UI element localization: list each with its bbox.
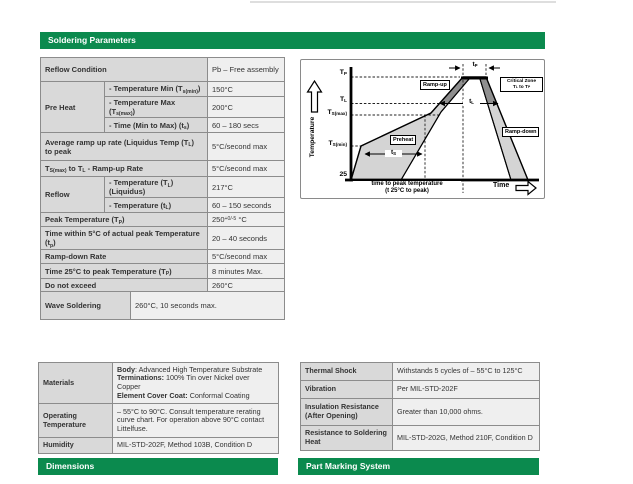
row-label: - Temperature $(t_L)$ xyxy=(105,198,208,213)
row-value: – 55°C to 90°C. Consult temperature rerating curve chart. For operation above 90°C contact Littelfuse. xyxy=(113,404,279,438)
row-label: Operating Temperature xyxy=(39,404,113,438)
row-label: Peak Temperature $(T_P)$ xyxy=(41,213,208,227)
row-label: Reflow Condition xyxy=(41,58,208,82)
section-title: Dimensions xyxy=(46,461,95,471)
table-row xyxy=(41,133,285,161)
group-label: Reflow xyxy=(41,177,105,213)
row-label: Thermal Shock xyxy=(301,363,393,381)
row-value: 217°C xyxy=(208,177,285,198)
table-row xyxy=(41,292,285,320)
tick-tsmax: $T_{S(max)}$ xyxy=(327,109,347,117)
page-top-rule xyxy=(250,1,556,3)
tick-tl: $T_L$ xyxy=(340,96,347,104)
section-header-part-marking-system xyxy=(298,458,539,475)
section-header-dimensions xyxy=(38,458,278,475)
table-row xyxy=(41,177,285,198)
duration-ts: $t_S$ xyxy=(385,150,402,157)
row-value: 8 minutes Max. xyxy=(208,264,285,279)
tick-origin: 25 xyxy=(339,171,347,178)
row-value: 200°C xyxy=(208,97,285,118)
wave-soldering-table xyxy=(40,291,285,320)
soldering-parameters-table xyxy=(40,57,285,293)
table-row xyxy=(39,363,279,404)
section-header-soldering-parameters xyxy=(40,32,545,49)
environmental-table xyxy=(300,362,540,451)
row-value: Greater than 10,000 ohms. xyxy=(393,399,540,426)
row-label: Humidity xyxy=(39,438,113,454)
tick-tp: $T_P$ xyxy=(339,69,347,77)
row-label: Ramp-down Rate xyxy=(41,250,208,264)
table-row xyxy=(301,426,540,451)
duration-tp: $t_P$ xyxy=(472,61,478,69)
time-axis-arrow-icon xyxy=(516,182,536,195)
row-value: 5°C/second max xyxy=(208,250,285,264)
row-value: Body: Advanced High Temperature Substrate Terminations: 100% Tin over Nickel over Copper Element Cover Coat: Conformal Coating xyxy=(113,363,279,404)
tick-tsmin: $T_{S(min)}$ xyxy=(328,140,347,148)
row-label: Do not exceed xyxy=(41,279,208,293)
row-label: Materials xyxy=(39,363,113,404)
row-value: 260°C, 10 seconds max. xyxy=(131,292,285,320)
row-value: 5°C/second max xyxy=(208,161,285,177)
row-label: Time 25°C to peak Temperature $(T_P)$ xyxy=(41,264,208,279)
duration-tl: $t_L$ xyxy=(463,99,480,106)
row-value: 60 – 150 seconds xyxy=(208,198,285,213)
x-axis-label: Time xyxy=(493,182,510,189)
row-label: - Temperature Min $(T_{s(min)})$ xyxy=(105,82,208,97)
row-value: 20 – 40 seconds xyxy=(208,227,285,250)
group-label: Pre Heat xyxy=(41,82,105,133)
row-label: Wave Soldering xyxy=(41,292,131,320)
materials-table xyxy=(38,362,279,454)
row-label: $T_{S(max)}$ to $T_L$ - Ramp-up Rate xyxy=(41,161,208,177)
row-label: Average ramp up rate (Liquidus Temp $(T_L)$ to peak xyxy=(41,133,208,161)
table-row xyxy=(301,381,540,399)
table-row xyxy=(39,438,279,454)
y-axis-label: Temperature xyxy=(309,116,316,158)
row-value: 260°C xyxy=(208,279,285,293)
row-value: 150°C xyxy=(208,82,285,97)
row-label: Resistance to Soldering Heat xyxy=(301,426,393,451)
table-row xyxy=(41,250,285,264)
table-row xyxy=(301,363,540,381)
table-row xyxy=(41,213,285,227)
row-label: Time within 5°C of actual peak Temperature $(t_p)$ xyxy=(41,227,208,250)
row-label: - Temperature $(T_L)$ (Liquidus) xyxy=(105,177,208,198)
row-value: Withstands 5 cycles of – 55°C to 125°C xyxy=(393,363,540,381)
row-value: 60 – 180 secs xyxy=(208,118,285,133)
row-label: - Time (Min to Max) $(t_s)$ xyxy=(105,118,208,133)
zone-critical: Critical Zone $T_L$ to $T_P$ xyxy=(500,77,543,92)
table-row xyxy=(301,399,540,426)
table-row xyxy=(41,264,285,279)
zone-ramp-up: Ramp-up xyxy=(420,80,450,90)
table-row xyxy=(41,58,285,82)
row-label: Vibration xyxy=(301,381,393,399)
table-row xyxy=(39,404,279,438)
section-title: Soldering Parameters xyxy=(48,35,136,45)
table-row xyxy=(41,227,285,250)
table-row xyxy=(41,82,285,97)
row-value: 5°C/second max xyxy=(208,133,285,161)
row-value: Per MIL-STD-202F xyxy=(393,381,540,399)
row-value: $250^{+0/-5}$ °C xyxy=(208,213,285,227)
row-label: - Temperature Max $(T_{s(max)})$ xyxy=(105,97,208,118)
zone-preheat: Preheat xyxy=(390,135,416,145)
row-value: MIL-STD-202F, Method 103B, Condition D xyxy=(113,438,279,454)
row-value: Pb – Free assembly xyxy=(208,58,285,82)
time-to-peak-note: time to peak temperature (t 25°C to peak) xyxy=(353,181,461,195)
row-label: Insulation Resistance (After Opening) xyxy=(301,399,393,426)
reflow-profile-graph xyxy=(300,59,545,199)
table-row xyxy=(41,161,285,177)
zone-ramp-down: Ramp-down xyxy=(502,127,539,137)
section-title: Part Marking System xyxy=(306,461,391,471)
row-value: MIL-STD-202G, Method 210F, Condition D xyxy=(393,426,540,451)
